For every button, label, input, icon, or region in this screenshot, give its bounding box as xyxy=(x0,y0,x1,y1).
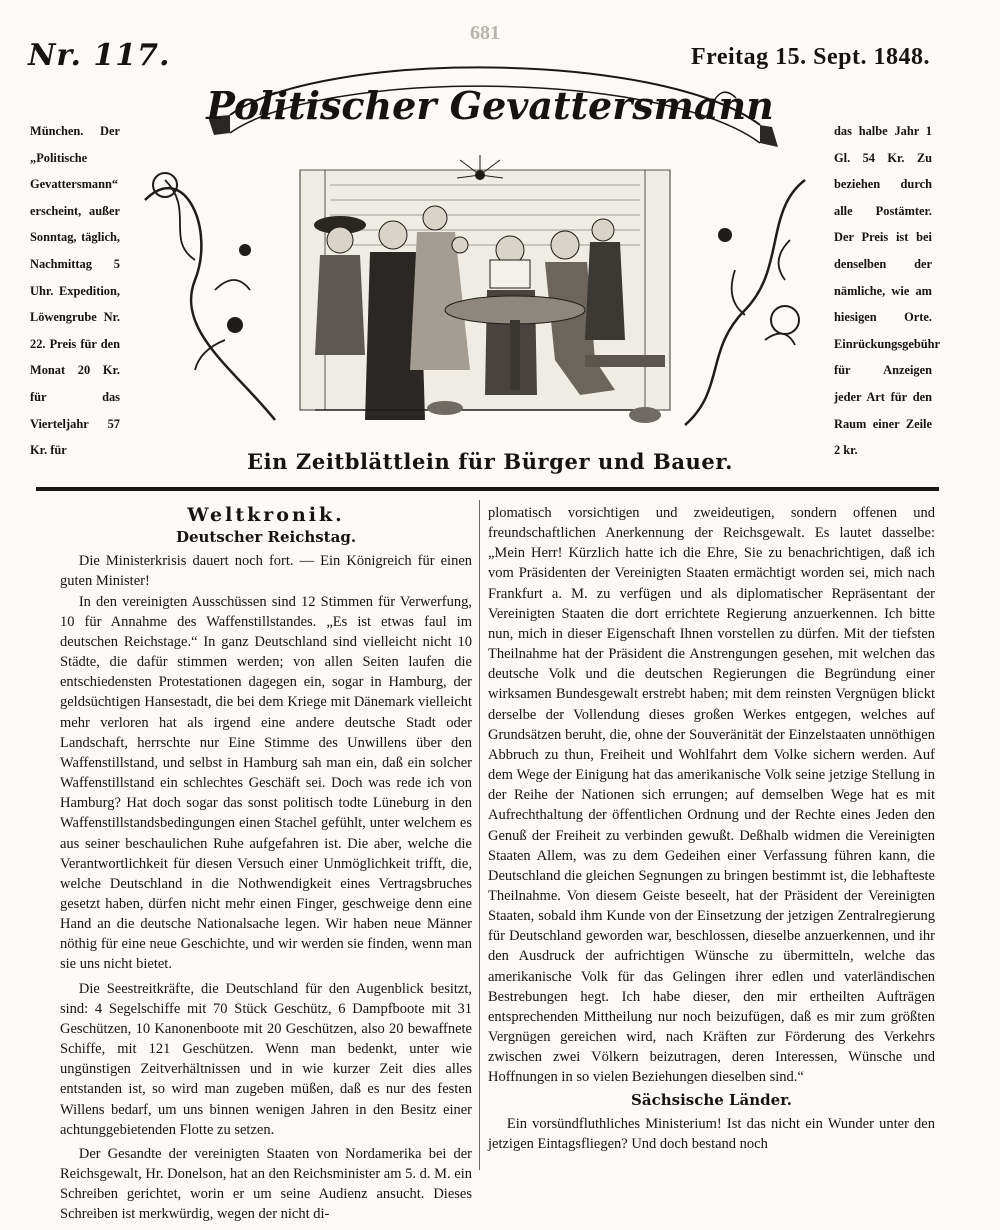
right-side-note: das halbe Jahr 1 Gl. 54 Kr. Zu beziehen durch alle Postämter. Der Preis ist bei denselben der nämliche, wie am hiesigen Orte. Einrückungsgebühr für Anzeigen jeder Art für den Raum einer Zeile 2 kr. xyxy=(834,124,941,458)
paragraph: Ein vorsündfluthliches Ministerium! Ist das nicht ein Wunder unter den jetzigen Eintagsfliegen? Und doch bestand noch xyxy=(488,1115,935,1152)
column-divider xyxy=(479,500,480,1170)
right-column xyxy=(488,503,935,1154)
paragraph: In den vereinigten Ausschüssen sind 12 Stimmen für Verwerfung, 10 für Annahme des Waffenstillstandes. „Es ist etwas faul im deutschen Reichstage.“ In ganz Deutschland sind vielleicht nicht 10 Städte, die dafür stimmen werden; von allen Seiten laufen die entschiedensten Protestationen dagegen ein, sogar in Hamburg, der geldsüchtigen Hansestadt, die bei dem Kriege mit Dänemark vielleicht mehr verloren hat als irgend eine andere deutsche Stadt oder Landschaft, herrschte nur Eine Stimme des Unwillens über den Waffenstillstand, und selbst in Hamburg sah man ein, daß ein solcher Waffenstillstand ein schlechtes Geschäft sei. Doch was rede ich von Hamburg? Hat doch sogar das sonst politisch todte Lüneburg in den Waffenstillstandsbedingungen einen Stachel gefühlt, unter welchem es aus seiner beschaulichen Ruhe aufgefahren ist. Die aber, welche die Verantwortlichkeit für diesen Versuch einer Unmöglichkeit trifft, die, welche Deutschland in die Nothwendigkeit eines Vertragsbruches gesetzt haben, dürfen nicht mehr einen Finger, geschweige denn eine Hand an die deutsche Nationalsache legen. Wir haben neue Männer nöthig für eine neue Geschichte, und wir werden sie finden, wenn man sie uns nicht bietet. xyxy=(60,593,472,973)
left-side-note: München. Der „Politische Gevattersmann“ erscheint, außer Sonntag, täglich, Nachmittag 5 Uhr. Expedition, Löwengrube Nr. 22. Preis für den Monat 20 Kr. für das Vierteljahr 57 Kr. für xyxy=(30,124,120,458)
masthead-title-banner xyxy=(200,55,780,147)
header-divider xyxy=(36,487,939,491)
paragraph: Die Seestreitkräfte, die Deutschland für den Augenblick besitzt, sind: 4 Segelschiffe mit 70 Stück Geschütz, 6 Dampfboote mit 31 Geschützen, 10 Kanonenboote mit 20 Geschützen, also 20 bewaffnete Schiffe, mit 121 Geschützen. Wenn man bedenkt, unter wie ungünstigen Zeitverhältnissen und in wie kurzer Zeit dies alles entstanden ist, so wird man zugeben müßen, daß es nur des festen Willens bedarf, um uns binnen wenigen Jahren in den Besitz einer achtunggebietenden Flotte zu setzen. xyxy=(60,980,472,1138)
page-number: 681 xyxy=(470,22,500,44)
section-title: Weltkronik. xyxy=(187,504,345,526)
left-column xyxy=(60,503,472,1224)
heading-deutscher-reichstag: Deutscher Reichstag. xyxy=(175,528,357,547)
paragraph: plomatisch vorsichtigen und zweideutigen, sondern offenen und freundschaftlichen Anerkennung der Reichsgewalt. Es lautet dasselbe: „Mein Herr! Kürzlich hatte ich die Ehre, Sie zu benachrichtigen, daß ich vom Präsidenten der Vereinigten Staaten ermächtigt worden sei, mich nach Frankfurt a. M. zu verfügen und als diplomatischer Repräsentant der Vereinigten Staaten die dort errichtete Regierung anzuerkennen. Ich bitte nun, mich in dieser Eigenschaft Ihnen vorstellen zu dürfen. Mit der tiefsten Theilnahme hat der Präsident die Anstrengungen gesehen, mit welchen das deutsche Volk und die deutschen Regierungen die Begründung einer wirksamen Bundesgewalt erstrebt haben; mit dem reinsten Vergnügen blickt derselbe der Vollendung dieses großen Werkes entgegen, welches auf Grundsätzen beruht, die, ohne der Souveränität der Einzelstaaten unnöthigen Abbruch zu thun, Freiheit und Wohlfahrt dem Volke sichern werden. Auf dem Wege der Einigung hat das amerikanische Volk seine jetzige Stellung in der Reihe der Nationen sich errungen; auf demselben Wege hat es mit Aufrechthaltung der öffentlichen Ordnung und der Rechte eines Jeden den Genuß der Freiheit zu verbinden gewußt. Deßhalb widmen die Vereinigten Staaten Allem, was zu dem Gedeihen einer Verfassung führen kann, die Deutschland die gleichen Segnungen zu bringen bestimmt ist, die lebhafteste Theilnahme. Von diesem Geiste beseelt, hat der Präsident der Vereinigten Staaten, sobald ihm Kunde von der Einsetzung der jetzigen Zentralregierung für Deutschland geworden war, beschlossen, dieselbe anzuerkennen, und ihr den Ausdruck der aufrichtigen Wünsche zu übermitteln, welche das amerikanische Volk für das Gelingen ihrer edlen und vaterländischen Bestrebungen hegt. Ich habe dieser, den mir ertheilten Aufträgen entsprechenden Mittheilung nur noch beizufügen, daß es mir zum größten Vergnügen gereichen wird, nach Kräften zur Förderung des Verkehrs zwischen zwei Völkern beizutragen, deren Interessen, Wünsche und Hoffnungen in so vielen Beziehungen dieselben sind.“ xyxy=(488,505,935,1086)
masthead-engraving xyxy=(125,140,825,448)
paragraph: Die Ministerkrisis dauert noch fort. — Ein Königreich für einen guten Minister! xyxy=(60,553,472,590)
heading-saechsische-laender: Sächsische Länder. xyxy=(631,1090,792,1109)
masthead-subtitle: Ein Zeitblättlein für Bürger und Bauer. xyxy=(246,449,734,474)
issue-date: Freitag 15. Sept. 1848. xyxy=(690,44,930,70)
masthead-title-text: Politischer Gevattersmann xyxy=(206,83,774,128)
paragraph: Der Gesandte der vereinigten Staaten von Nordamerika bei der Reichsgewalt, Hr. Donelson, hat an den Reichsminister am 5. d. M. ein Schreiben gerichtet, worin er um seine Audienz ansucht. Dieses Schreiben ist merkwürdig, wegen der nicht di- xyxy=(60,1145,472,1223)
issue-number: Nr. 117. xyxy=(28,38,171,73)
